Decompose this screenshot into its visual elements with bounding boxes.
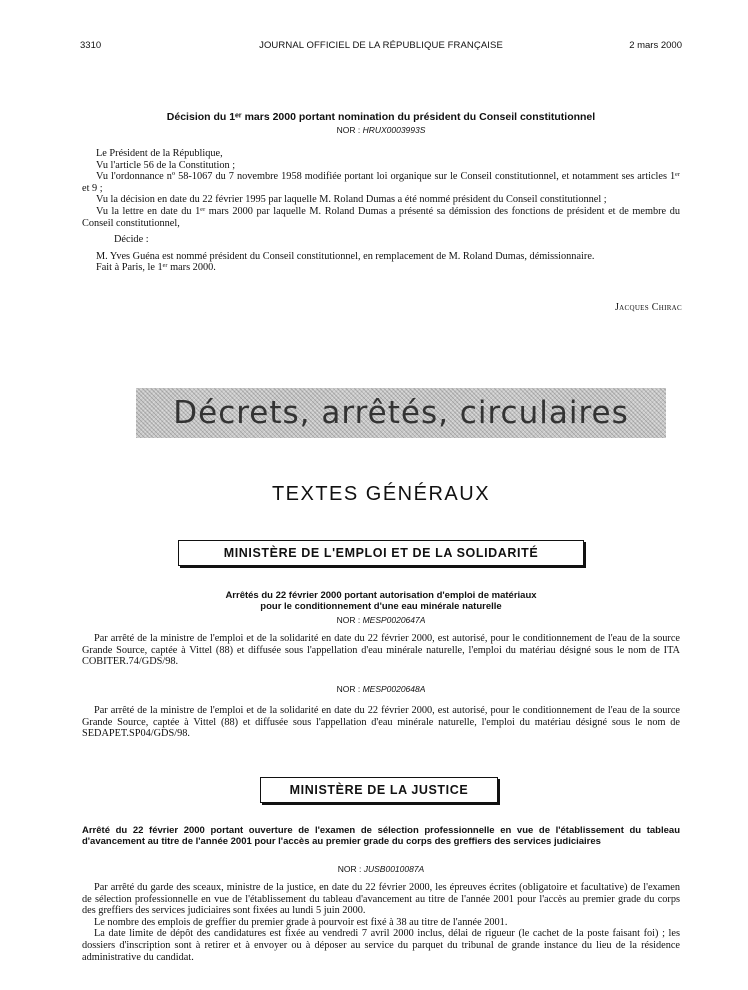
- nor-label: NOR :: [336, 615, 363, 625]
- arrete-body: [82, 633, 680, 668]
- justice-nor: [80, 864, 682, 874]
- arrete-nor: [80, 615, 682, 625]
- decision-paragraph: Le Président de la République,: [96, 148, 223, 159]
- nor-label: NOR :: [336, 125, 363, 135]
- arrete-title-line: Arrêtés du 22 février 2000 portant autorisation d'emploi de matériaux: [225, 590, 537, 601]
- signer-name: Jacques Chirac: [614, 302, 682, 313]
- arrete-body: [82, 705, 680, 740]
- nor-code: MESP0020647A: [362, 615, 426, 625]
- arrete-nor: [80, 684, 682, 694]
- decision-nor: [80, 125, 682, 135]
- arrete-title-line: pour le conditionnement d'une eau minérale naturelle: [260, 600, 502, 612]
- arrete-paragraph: Par arrêté de la ministre de l'emploi et de la solidarité en date du 22 février 2000, est autorisé, pour le conditionnement de l'eau de la source Grande Source, captée à Vittel (88) et diffusée sous l'appellation d'eau minérale naturelle, l'emploi du matériau désigné sous le nom de ITA COBITER.74/GDS/98.: [82, 633, 680, 668]
- justice-body: [82, 882, 680, 963]
- arrete-paragraph: Par arrêté de la ministre de l'emploi et de la solidarité en date du 22 février 2000, est autorisé, pour le conditionnement de l'eau de la source Grande Source, captée à Vittel (88) et diffusée sous l'appellation d'eau minérale naturelle, l'emploi du matériau désigné sous le nom de SEDAPET.SP04/GDS/98.: [82, 705, 680, 740]
- arrete-title: [80, 591, 682, 612]
- journal-title: JOURNAL OFFICIEL DE LA RÉPUBLIQUE FRANÇAISE: [259, 40, 503, 51]
- nor-code: JUSB0010087A: [363, 864, 425, 874]
- decision-closing: Fait à Paris, le 1ᵉʳ mars 2000.: [96, 262, 216, 274]
- nor-label: NOR :: [336, 684, 363, 694]
- nor-code: HRUX0003993S: [362, 125, 426, 135]
- justice-paragraph: La date limite de dépôt des candidatures est fixée au vendredi 7 avril 2000 inclus, délai de rigueur (le cachet de la poste faisant foi) ; les dossiers d'inscription sont à retirer et à envoyer ou à déposer au service du parquet du tribunal de grande instance du lieu de la résidence administrative du candidat.: [82, 928, 680, 963]
- justice-arrete-title: Arrêté du 22 février 2000 portant ouverture de l'examen de sélection professionnelle en vue de l'établissement du tableau d'avancement au titre de l'année 2001 pour l'accès au premier grade du corps des greffiers des services judiciaires: [82, 825, 680, 847]
- section-title: TEXTES GÉNÉRAUX: [271, 483, 491, 505]
- decision-closing: M. Yves Guéna est nommé président du Conseil constitutionnel, en remplacement de M. Roland Dumas, démissionnaire.: [96, 250, 595, 262]
- decision-body: [82, 148, 680, 274]
- decision-paragraph: Vu la lettre en date du 1ᵉʳ mars 2000 par laquelle M. Roland Dumas a présenté sa démission des fonctions de président et de membre du Conseil constitutionnel,: [82, 205, 680, 229]
- section-banner: [136, 388, 666, 438]
- decision-paragraph: Vu l'ordonnance nº 58-1067 du 7 novembre 1958 modifiée portant loi organique sur le Conseil constitutionnel, et notamment ses articles 1ᵉʳ et 9 ;: [82, 171, 680, 194]
- justice-paragraph: Le nombre des emplois de greffier du premier grade à pourvoir est fixé à 38 au titre de l'année 2001.: [94, 916, 508, 928]
- banner-text: Décrets, arrêtés, circulaires: [173, 395, 629, 431]
- ministry-emploi-heading: MINISTÈRE DE L'EMPLOI ET DE LA SOLIDARITÉ: [178, 540, 584, 566]
- nor-code: MESP0020648A: [362, 684, 426, 694]
- decision-paragraph: Vu l'article 56 de la Constitution ;: [96, 159, 236, 171]
- decision-title: Décision du 1ᵉʳ mars 2000 portant nomination du président du Conseil constitutionnel: [166, 111, 596, 123]
- justice-paragraph: Par arrêté du garde des sceaux, ministre de la justice, en date du 22 février 2000, les épreuves écrites (obligatoire et facultative) de l'examen de sélection professionnelle en vue de l'établissement du tableau d'avancement au titre de l'année 2001 pour l'accès au premier grade du corps des greffiers des services judiciaires sont fixées au lundi 5 juin 2000.: [82, 882, 680, 917]
- decision-paragraph: Vu la décision en date du 22 février 1995 par laquelle M. Roland Dumas a été nommé président du Conseil constitutionnel ;: [96, 194, 607, 206]
- page-header: [80, 40, 682, 56]
- decide-heading: Décide :: [114, 234, 149, 246]
- issue-date: 2 mars 2000: [629, 40, 682, 51]
- ministry-justice-heading: MINISTÈRE DE LA JUSTICE: [260, 777, 498, 803]
- nor-label: NOR :: [337, 864, 364, 874]
- page-number: 3310: [80, 40, 102, 51]
